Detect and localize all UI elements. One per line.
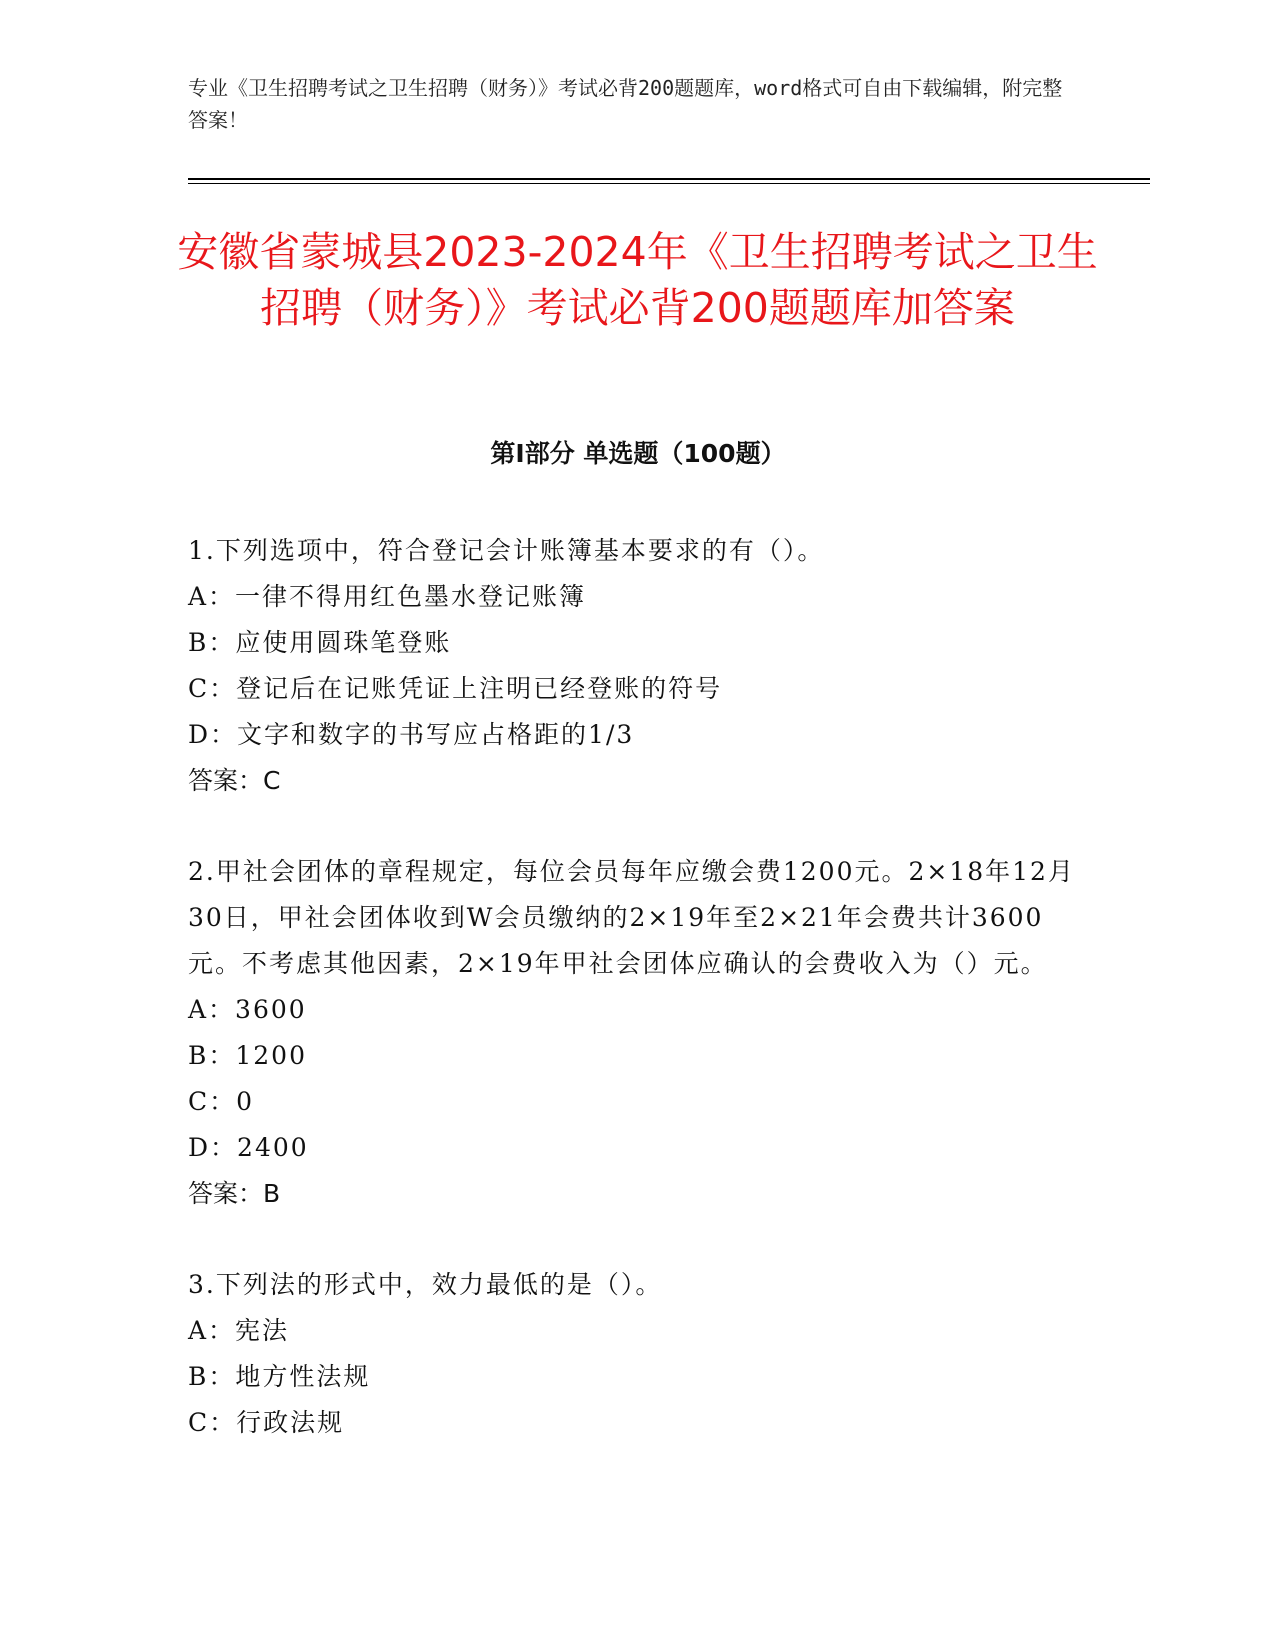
header-note: 专业《卫生招聘考试之卫生招聘（财务）》考试必背200题题库，word格式可自由下载编辑，附完整答案！ [188, 76, 1063, 132]
question-option-d: D：2400 [188, 1133, 309, 1162]
question-option-b: B：地方性法规 [188, 1362, 371, 1391]
question-item [188, 849, 1088, 1217]
question-option-a: A：一律不得用红色墨水登记账簿 [188, 582, 587, 611]
question-option-b: B：应使用圆珠笔登账 [188, 628, 452, 657]
question-answer: 答案：C [188, 766, 281, 795]
question-option-d: D：文字和数字的书写应占格距的1/3 [188, 720, 635, 749]
section-heading: 第Ⅰ部分 单选题（100题） [490, 439, 786, 468]
question-stem: 2.甲社会团体的章程规定，每位会员每年应缴会费1200元。2×18年12月30日，甲社会团体收到W会员缴纳的2×19年至2×21年会费共计3600元。不考虑其他因素，2×19年甲社会团体应确认的会费收入为（）元。 [188, 857, 1075, 978]
question-list [188, 528, 1088, 1491]
question-option-a: A：宪法 [188, 1316, 290, 1345]
question-option-b: B：1200 [188, 1041, 307, 1070]
question-answer: 答案：B [188, 1179, 281, 1208]
question-option-a: A：3600 [188, 995, 307, 1024]
header-divider-thin [188, 183, 1150, 184]
question-option-c: C：行政法规 [188, 1408, 345, 1437]
question-option-c: C：登记后在记账凭证上注明已经登账的符号 [188, 674, 723, 703]
question-stem: 3.下列法的形式中，效力最低的是（）。 [188, 1270, 663, 1299]
question-item [188, 528, 1088, 804]
question-item [188, 1262, 1088, 1446]
header-divider-thick [188, 178, 1150, 180]
question-stem: 1.下列选项中，符合登记会计账簿基本要求的有（）。 [188, 536, 825, 565]
question-option-c: C：0 [188, 1087, 255, 1116]
document-title: 安徽省蒙城县2023-2024年《卫生招聘考试之卫生招聘（财务）》考试必背200题题库加答案 [177, 228, 1098, 332]
